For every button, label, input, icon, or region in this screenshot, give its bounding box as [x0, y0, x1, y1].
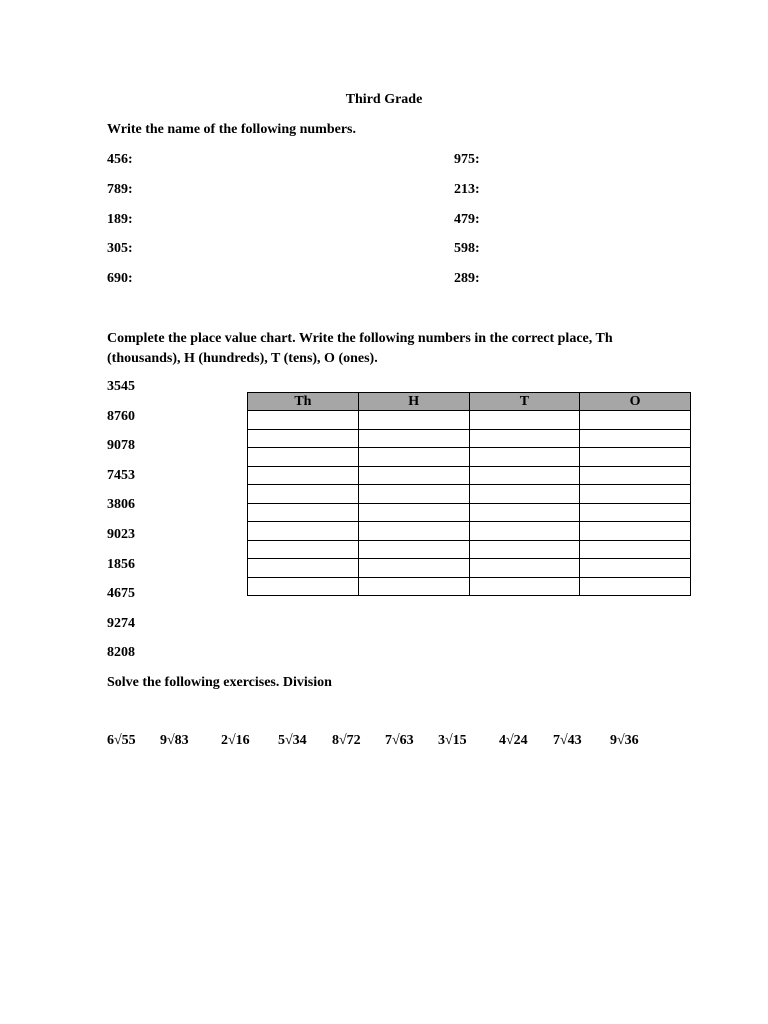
table-cell[interactable]	[248, 429, 359, 448]
table-cell[interactable]	[358, 466, 469, 485]
number-item: 598:	[454, 241, 480, 257]
pv-number: 1856	[107, 556, 135, 572]
table-cell[interactable]	[248, 522, 359, 541]
place-value-table	[247, 392, 691, 596]
table-cell[interactable]	[248, 503, 359, 522]
table-cell[interactable]	[358, 577, 469, 596]
pv-number: 8208	[107, 645, 135, 661]
number-item: 305:	[107, 241, 133, 257]
table-cell[interactable]	[358, 522, 469, 541]
number-item: 456:	[107, 152, 133, 167]
table-row	[248, 503, 691, 522]
table-cell[interactable]	[469, 485, 580, 504]
column-header-ones: O	[580, 393, 691, 411]
table-cell[interactable]	[469, 466, 580, 485]
table-cell[interactable]	[469, 411, 580, 430]
number-item: 789:	[107, 181, 133, 197]
table-cell[interactable]	[248, 540, 359, 559]
table-cell[interactable]	[580, 448, 691, 467]
table-header-row	[248, 393, 691, 411]
division-exercise: 6√55	[107, 733, 136, 748]
table-cell[interactable]	[580, 485, 691, 504]
table-cell[interactable]	[358, 411, 469, 430]
pv-number: 3806	[107, 497, 135, 513]
table-cell[interactable]	[358, 448, 469, 467]
column-header-hundreds: H	[358, 393, 469, 411]
division-exercise: 4√24	[499, 733, 528, 748]
table-cell[interactable]	[580, 411, 691, 430]
place-value-number-list	[107, 377, 135, 673]
division-exercise: 8√72	[332, 733, 361, 748]
table-cell[interactable]	[580, 429, 691, 448]
pv-number: 9274	[107, 615, 135, 631]
division-exercise: 5√34	[278, 733, 307, 748]
page-title: Third Grade	[345, 92, 423, 107]
section3-heading: Solve the following exercises. Division	[107, 675, 332, 690]
division-exercise: 3√15	[438, 733, 467, 748]
division-exercise: 7√63	[385, 733, 414, 748]
number-item: 189:	[107, 211, 133, 227]
division-exercise: 9√83	[160, 733, 189, 748]
table-row	[248, 466, 691, 485]
table-cell[interactable]	[358, 559, 469, 578]
number-item: 213:	[454, 181, 480, 197]
section1-heading: Write the name of the following numbers.	[107, 122, 356, 137]
column-header-thousands: Th	[248, 393, 359, 411]
number-item: 690:	[107, 271, 133, 286]
table-cell[interactable]	[248, 577, 359, 596]
table-cell[interactable]	[580, 522, 691, 541]
pv-number: 7453	[107, 467, 135, 483]
table-row	[248, 559, 691, 578]
table-cell[interactable]	[469, 522, 580, 541]
number-list-left	[107, 150, 133, 299]
table-row	[248, 540, 691, 559]
table-row	[248, 429, 691, 448]
table-row	[248, 411, 691, 430]
pv-number: 4675	[107, 586, 135, 602]
table-cell[interactable]	[580, 466, 691, 485]
table-cell[interactable]	[580, 559, 691, 578]
table-cell[interactable]	[469, 448, 580, 467]
table-cell[interactable]	[358, 485, 469, 504]
pv-number: 9023	[107, 526, 135, 542]
table-cell[interactable]	[248, 559, 359, 578]
number-item: 289:	[454, 271, 480, 286]
table-cell[interactable]	[358, 429, 469, 448]
table-cell[interactable]	[248, 448, 359, 467]
table-cell[interactable]	[358, 503, 469, 522]
division-exercise: 9√36	[610, 733, 639, 748]
number-item: 975:	[454, 152, 480, 167]
table-cell[interactable]	[248, 411, 359, 430]
table-cell[interactable]	[248, 466, 359, 485]
number-item: 479:	[454, 211, 480, 227]
pv-number: 9078	[107, 438, 135, 454]
table-row	[248, 577, 691, 596]
section2-heading: Complete the place value chart. Write the following numbers in the correct place, Th (thousands), H (hundreds), T (tens), O (ones).	[107, 331, 613, 366]
table-cell[interactable]	[469, 559, 580, 578]
table-cell[interactable]	[469, 503, 580, 522]
table-cell[interactable]	[469, 429, 580, 448]
table-cell[interactable]	[580, 503, 691, 522]
table-row	[248, 448, 691, 467]
table-cell[interactable]	[358, 540, 469, 559]
table-cell[interactable]	[248, 485, 359, 504]
table-row	[248, 485, 691, 504]
table-cell[interactable]	[580, 540, 691, 559]
table-row	[248, 522, 691, 541]
division-exercise: 7√43	[553, 733, 582, 748]
table-cell[interactable]	[469, 577, 580, 596]
table-cell[interactable]	[580, 577, 691, 596]
number-list-right	[454, 150, 480, 299]
division-exercise: 2√16	[221, 733, 250, 748]
column-header-tens: T	[469, 393, 580, 411]
table-cell[interactable]	[469, 540, 580, 559]
pv-number: 8760	[107, 408, 135, 424]
division-exercises	[107, 733, 667, 753]
pv-number: 3545	[107, 379, 135, 394]
